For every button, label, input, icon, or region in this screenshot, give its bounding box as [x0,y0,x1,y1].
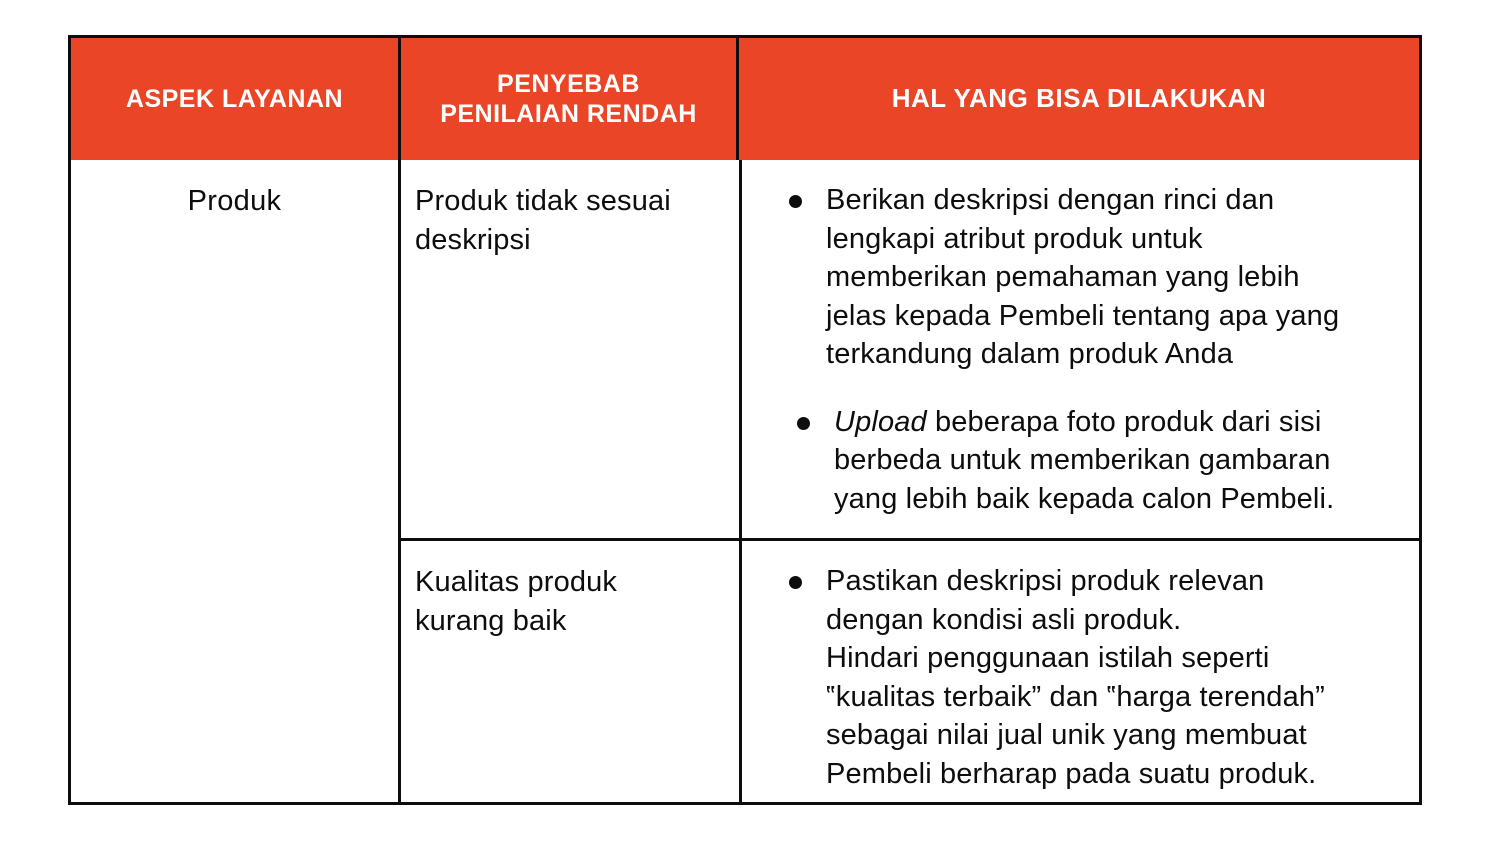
header-cell-penyebab-penilaian-rendah [398,38,739,160]
bullet-2-line-1-rest: beberapa foto produk dari sisi [926,405,1322,438]
header-cell-hal-yang-bisa-dilakukan [739,38,1419,160]
header-label-aspek-layanan: ASPEK LAYANAN [125,84,344,113]
action-bullet-list-row-2 [786,562,1401,793]
table-body [71,160,1419,802]
bullet-1-line-4: jelas kepada Pembeli tentang apa yang [826,299,1340,332]
penyebab-row-2-line-2: kurang baik [415,604,567,637]
list-item [786,562,1401,793]
penyebab-text-row-1 [415,182,725,259]
table-cell-aspek-produk [71,160,398,802]
bullet-1-line-2: lengkapi atribut produk untuk [826,222,1203,255]
header-cell-aspek-layanan [71,38,398,160]
bullet-1-line-1: Berikan deskripsi dengan rinci dan [826,184,1275,216]
bullet-1-line-5: terkandung dalam produk Anda [826,338,1234,371]
penyebab-row-1-line-2: deskripsi [415,223,531,256]
header-label-penyebab-line-1: PENYEBAB [497,69,640,98]
penyebab-row-2-line-1: Kualitas produk [415,566,618,598]
bullet-3-line-6: Pembeli berharap pada suatu produk. [826,757,1317,790]
list-item [786,181,1401,374]
penyebab-row-1-line-1: Produk tidak sesuai [415,185,671,217]
bullet-dot-icon [797,417,810,430]
table-cell-hal-dilakukan-row-2 [742,541,1419,802]
table-cell-penyebab-row-1 [401,160,739,538]
table-cell-hal-dilakukan-row-1 [742,160,1419,538]
aspek-value-label: Produk [187,185,282,217]
bullet-2-line-3: yang lebih baik kepada calon Pembeli. [834,482,1335,515]
table-header-row [71,38,1419,160]
bullet-2-line-1 [834,403,1401,442]
penyebab-text-row-2 [415,563,725,640]
bullet-2-italic-lead: Upload [834,405,927,438]
table-grid [71,38,1419,802]
bullet-3-line-1: Pastikan deskripsi produk relevan [826,565,1265,597]
bullet-3-line-4: ‟kualitas terbaik” dan ‟harga terendah” [826,680,1325,713]
bullet-2-line-2: berbeda untuk memberikan gambaran [834,444,1331,477]
bullet-dot-icon [789,195,802,208]
header-label-penyebab [440,69,697,130]
bullet-3-line-5: sebagai nilai jual unik yang membuat [826,719,1307,752]
header-label-hal-yang-bisa-dilakukan: HAL YANG BISA DILAKUKAN [891,83,1267,114]
bullet-3-line-3: Hindari penggunaan istilah seperti [826,642,1270,675]
list-item [786,403,1401,519]
table-cell-penyebab-row-2 [401,541,739,802]
action-bullet-list-row-1 [786,181,1401,519]
bullet-dot-icon [789,576,802,589]
aspek-layanan-table [68,35,1422,805]
bullet-1-line-3: memberikan pemahaman yang lebih [826,261,1300,294]
bullet-3-line-2: dengan kondisi asli produk. [826,603,1182,636]
header-label-penyebab-line-2: PENILAIAN RENDAH [440,100,697,128]
